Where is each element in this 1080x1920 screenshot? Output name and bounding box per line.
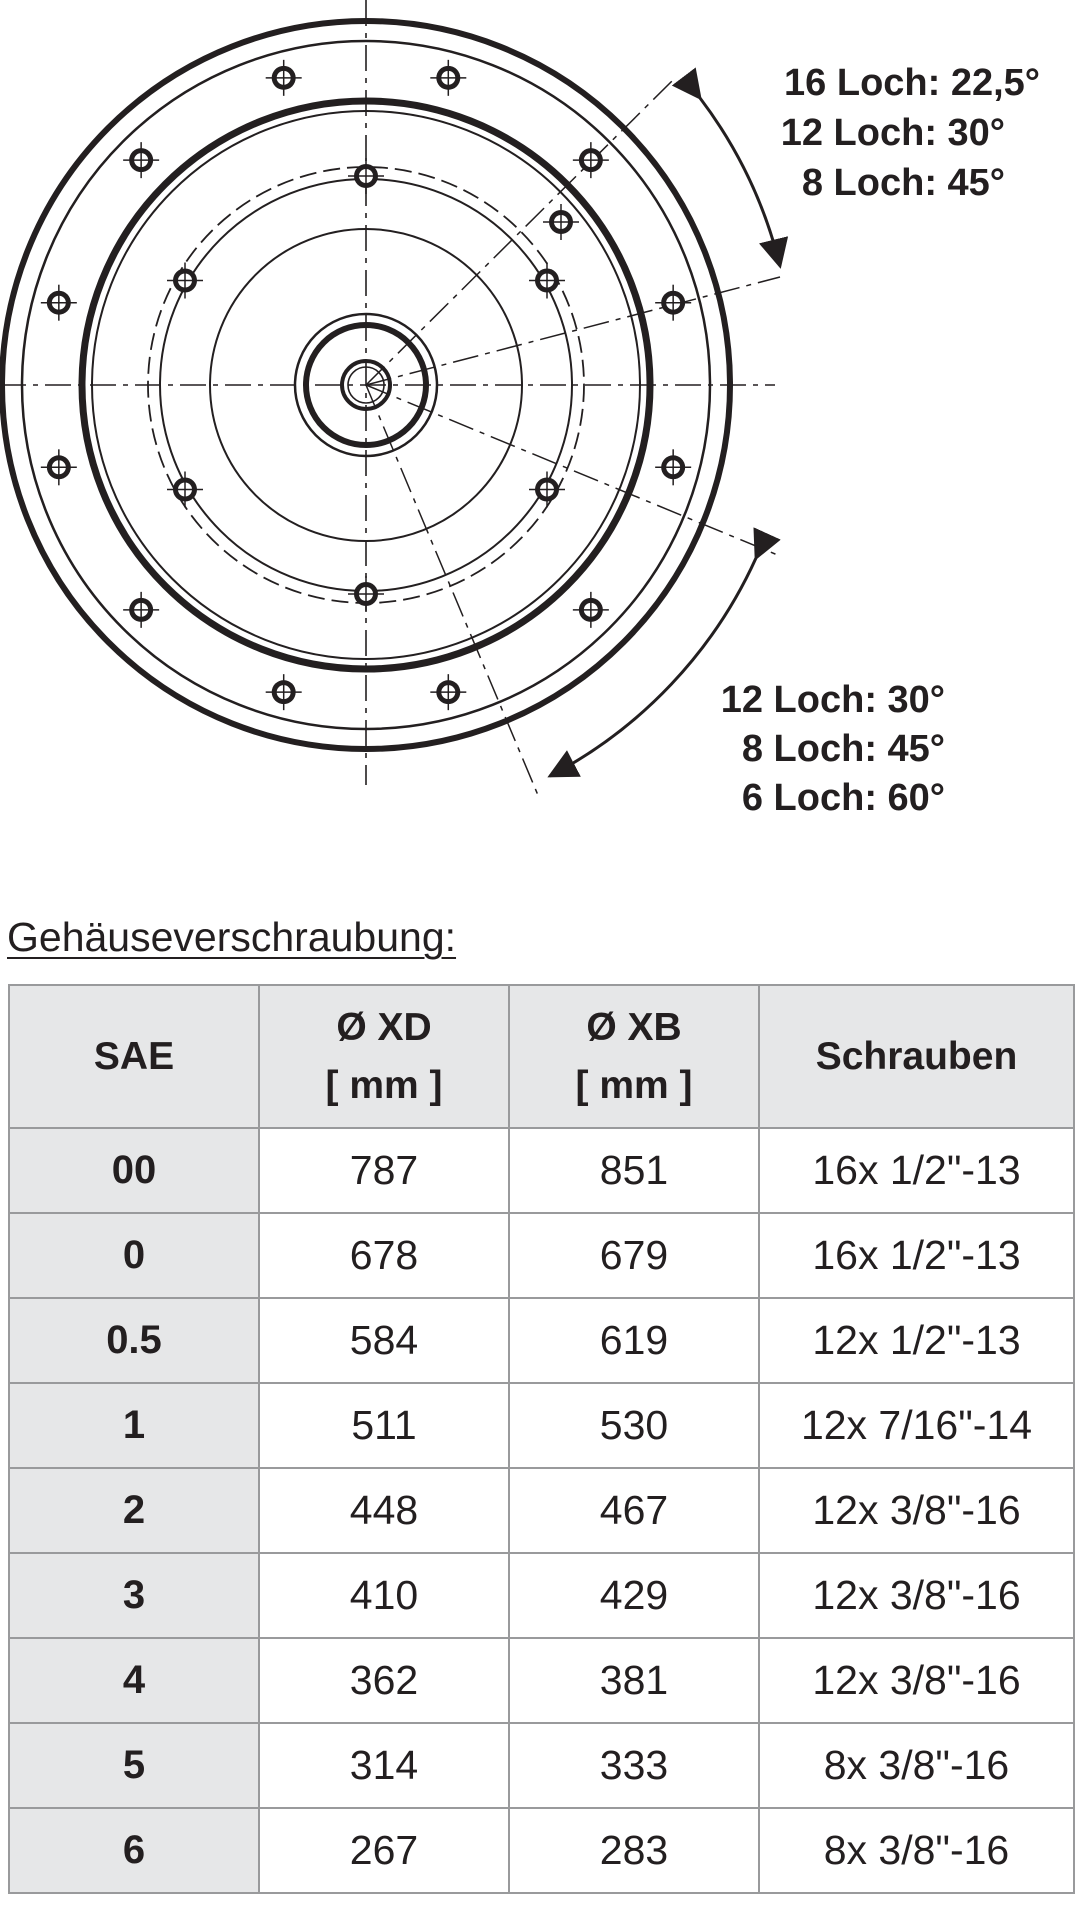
bolt-table [8, 984, 1075, 1894]
xd-cell: 448 [259, 1468, 509, 1553]
bolt-hole-outer [573, 592, 609, 628]
xd-cell: 678 [259, 1213, 509, 1298]
schrauben-cell: 12x 7/16"-14 [759, 1383, 1074, 1468]
dimension-arc-top [700, 98, 780, 266]
leader-line-30 [366, 277, 780, 385]
angle-label-8-loch-bottom: 8 Loch: 45° [741, 728, 945, 770]
header-xd-label: Ø XD [336, 1005, 432, 1049]
bolt-hole-inner [348, 576, 384, 612]
angle-label-12-loch-top: 12 Loch: 30° [780, 112, 1005, 154]
sae-cell: 5 [9, 1723, 259, 1808]
sae-cell: 0.5 [9, 1298, 259, 1383]
bolt-hole-outer [41, 449, 77, 485]
header-xb-unit: [ mm ] [575, 1063, 693, 1107]
bolt-hole-outer [123, 592, 159, 628]
bolt-hole-outer [430, 674, 466, 710]
sae-cell: 6 [9, 1808, 259, 1893]
xb-cell: 333 [509, 1723, 759, 1808]
sae-cell: 3 [9, 1553, 259, 1638]
xd-cell: 410 [259, 1553, 509, 1638]
xd-cell: 511 [259, 1383, 509, 1468]
xb-cell: 283 [509, 1808, 759, 1893]
table-row [9, 1553, 1074, 1638]
sae-cell: 2 [9, 1468, 259, 1553]
bolt-hole-outer [266, 674, 302, 710]
xd-cell: 362 [259, 1638, 509, 1723]
bolt-hole-inner [543, 204, 579, 240]
xb-cell: 619 [509, 1298, 759, 1383]
header-xb [509, 985, 759, 1128]
bolt-hole-outer [573, 142, 609, 178]
angle-label-8-loch-top: 8 Loch: 45° [801, 162, 1005, 204]
table-row [9, 1383, 1074, 1468]
sae-cell: 00 [9, 1128, 259, 1213]
bolt-hole-outer [430, 60, 466, 96]
xb-cell: 467 [509, 1468, 759, 1553]
header-schrauben: Schrauben [759, 985, 1074, 1128]
xd-cell: 314 [259, 1723, 509, 1808]
xb-cell: 429 [509, 1553, 759, 1638]
schrauben-cell: 8x 3/8"-16 [759, 1723, 1074, 1808]
schrauben-cell: 12x 3/8"-16 [759, 1638, 1074, 1723]
sae-cell: 0 [9, 1213, 259, 1298]
table-row [9, 1638, 1074, 1723]
xb-cell: 530 [509, 1383, 759, 1468]
table-row [9, 1213, 1074, 1298]
sae-cell: 1 [9, 1383, 259, 1468]
bolt-hole-outer [123, 142, 159, 178]
xb-cell: 679 [509, 1213, 759, 1298]
xb-cell: 851 [509, 1128, 759, 1213]
xb-cell: 381 [509, 1638, 759, 1723]
bolt-hole-outer [41, 285, 77, 321]
schrauben-cell: 8x 3/8"-16 [759, 1808, 1074, 1893]
header-xd [259, 985, 509, 1128]
angle-label-6-loch-bottom: 6 Loch: 60° [741, 777, 945, 819]
table-row [9, 1128, 1074, 1213]
angle-label-12-loch-bottom: 12 Loch: 30° [720, 679, 945, 721]
bolt-hole-outer [266, 60, 302, 96]
section-title: Gehäuseverschraubung: [7, 914, 457, 960]
header-xb-label: Ø XB [586, 1005, 682, 1049]
schrauben-cell: 12x 3/8"-16 [759, 1553, 1074, 1638]
xd-cell: 584 [259, 1298, 509, 1383]
header-sae: SAE [9, 985, 259, 1128]
xd-cell: 267 [259, 1808, 509, 1893]
schrauben-cell: 12x 1/2"-13 [759, 1298, 1074, 1383]
header-xd-unit: [ mm ] [325, 1063, 443, 1107]
xd-cell: 787 [259, 1128, 509, 1213]
angle-label-16-loch: 16 Loch: 22,5° [784, 62, 1040, 104]
schrauben-cell: 16x 1/2"-13 [759, 1213, 1074, 1298]
schrauben-cell: 12x 3/8"-16 [759, 1468, 1074, 1553]
bolt-hole-outer [655, 285, 691, 321]
sae-cell: 4 [9, 1638, 259, 1723]
bolt-hole-inner [348, 158, 384, 194]
table-row [9, 1808, 1074, 1893]
dimension-arc-bottom [550, 558, 756, 776]
table-row [9, 1468, 1074, 1553]
table-header-row [9, 985, 1074, 1128]
bolt-hole-outer [655, 449, 691, 485]
schrauben-cell: 16x 1/2"-13 [759, 1128, 1074, 1213]
table-row [9, 1723, 1074, 1808]
leader-line-22-5 [366, 80, 673, 385]
table-row [9, 1298, 1074, 1383]
flange-drawing [0, 0, 1080, 840]
